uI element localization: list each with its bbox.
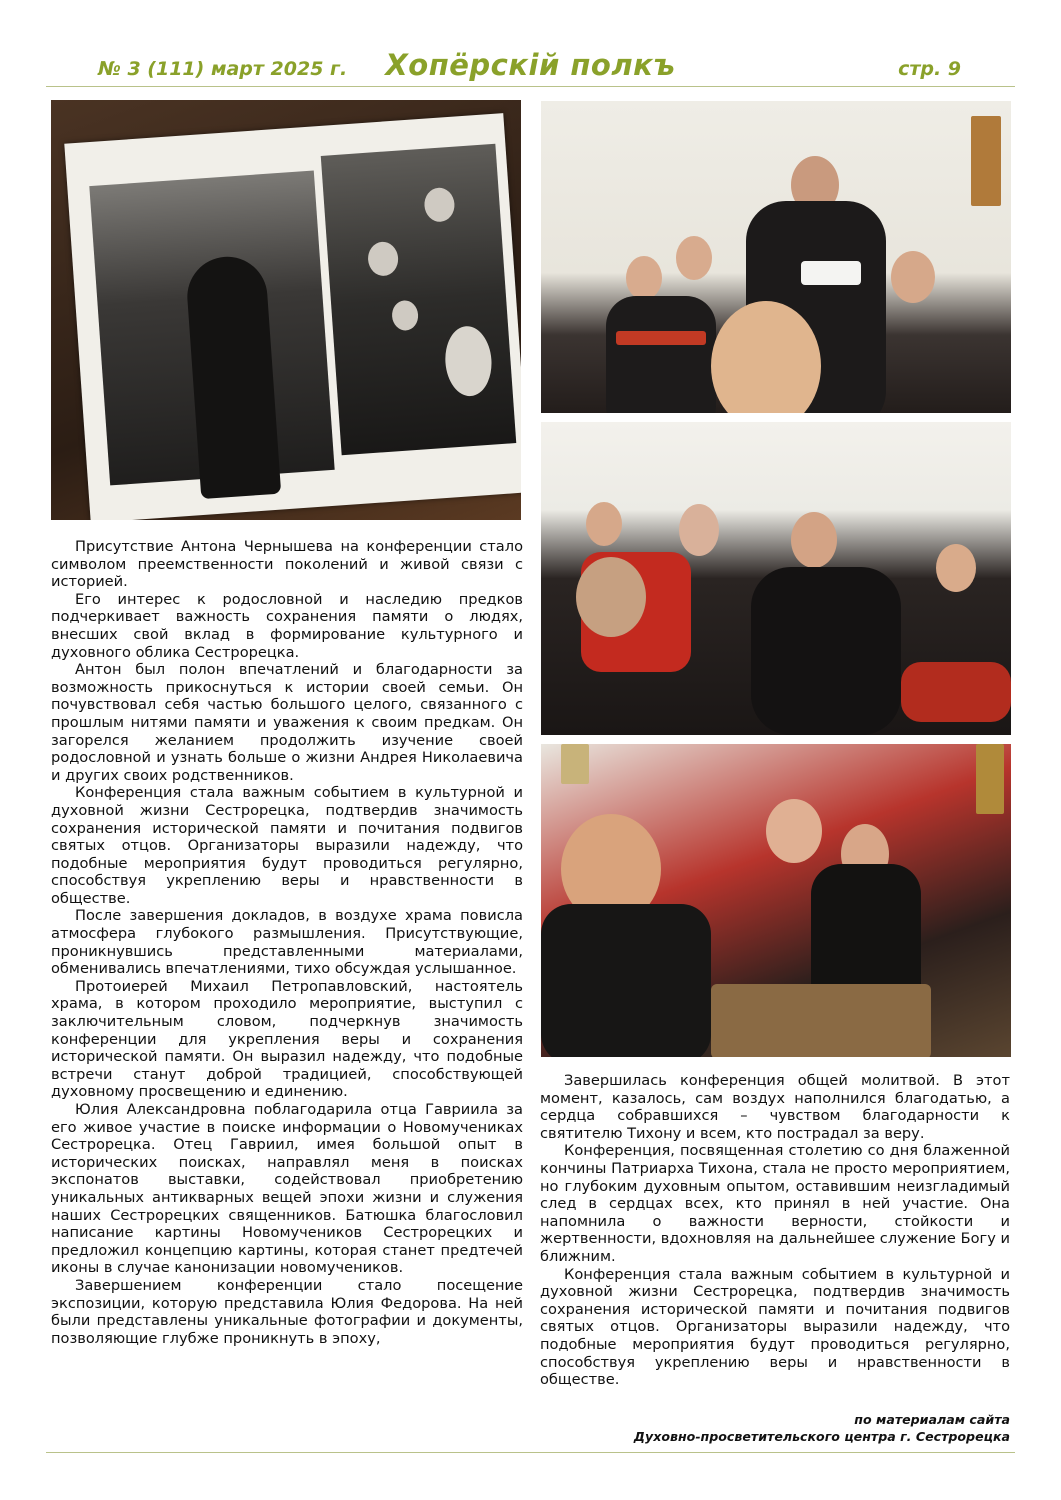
paragraph: Завершением конференции стало посещение экспозиции, которую представила Юлия Федорова. На ней были представлены уникальные фотографии и документы, позволяющие глубже проникнуть в эпоху, [51,1276,523,1347]
paragraph: После завершения докладов, в воздухе храма повисла атмосфера глубокого размышления. Присутствующие, проникнувшись представленными материалами, обменивались впечатлениями, тихо обсуждая услышанное. [51,907,523,978]
page-number: стр. 9 [898,58,961,80]
page-header [46,46,1015,87]
paragraph: Конференция, посвященная столетию со дня блаженной кончины Патриарха Тихона, стала не просто мероприятием, но глубоким духовным опытом, оставившим неизгладимый след в сердцах всех, кто принял в ней участие. Она напомнила о важности верности, стойкости и жертвенности, вдохновляя на дальнейшее служение Богу и ближним. [540,1142,1010,1265]
footer-divider [46,1452,1015,1453]
family-portrait-print [321,144,517,455]
paragraph: Его интерес к родословной и наследию предков подчеркивает важность сохранения памяти о людях, внесших свой вклад в формирование культурного и духовного облика Сестрорецка. [51,590,523,661]
credit-line: Духовно-просветительского центра г. Сестрорецка [633,1429,1010,1444]
credit-line: по материалам сайта [854,1412,1010,1427]
paragraph: Юлия Александровна поблагодарила отца Гавриила за его живое участие в поиске информации о Новомучениках Сестрорецка. Отец Гавриил, имея большой опыт в исторических поисках, направлял меня в поисках экспонатов выставки, содействовал приобретению уникальных антикварных вещей эпохи жизни и служения наших Сестрорецких священников. Батюшка благословил написание картины Новомучеников Сестрорецких и предложил концепцию картины, которая станет предтечей иконы в случае канонизации новомучеников. [51,1101,523,1277]
speaker-audience-photo [541,101,1011,413]
paragraph: Конференция стала важным событием в культурной и духовной жизни Сестрорецка, подтвердив значимость сохранения исторической памяти и почитания подвигов святых отцов. Организаторы выразили надежду, что подобные мероприятия будут проводиться регулярно, способствуя укреплению веры и нравственности в обществе. [540,1265,1010,1389]
source-credit [634,1411,1010,1445]
article-right-column [540,1072,1010,1412]
photo-sleeve [64,113,521,520]
paragraph: Протоиерей Михаил Петропавловский, настоятель храма, в котором проходило мероприятие, выступил с заключительным словом, подчеркнув значимость конференции для укрепления веры и сохранения исторической памяти. Он выразил надежду, что подобные встречи станут доброй традицией, способствующей духовному просвещению и единению. [51,977,523,1101]
priest-figure [185,254,282,499]
newspaper-title: Хопёрскій полкъ [385,48,676,82]
archival-photographs-photo [51,100,521,520]
issue-number: № 3 (111) март 2025 г. [98,58,348,80]
priest-portrait-print [89,170,334,485]
paragraph: Завершилась конференция общей молитвой. В этот момент, казалось, сам воздух наполнился благодатью, а сердца собравшихся – чувством благодарности к святителю Тихону и всем, кто пострадал за веру. [540,1072,1010,1142]
exhibition-viewing-photo [541,744,1011,1057]
paragraph: Присутствие Антона Чернышева на конференции стало символом преемственности поколений и живой связи с историей. [51,538,523,591]
article-left-column [51,538,523,1436]
seated-clergy-photo [541,422,1011,735]
paragraph: Антон был полон впечатлений и благодарности за возможность прикоснуться к истории своей семьи. Он почувствовал себя частью большого целого, связанного с прошлым нитями памяти и уважения к своим предкам. Он загорелся желанием продолжить изучение своей родословной и узнать больше о жизни Андрея Николаевича и других своих родственников. [51,661,523,784]
paragraph: Конференция стала важным событием в культурной и духовной жизни Сестрорецка, подтвердив значимость сохранения исторической памяти и почитания подвигов святых отцов. Организаторы выразили надежду, что подобные мероприятия будут проводиться регулярно, способствуя укреплению веры и нравственности в обществе. [51,784,523,907]
